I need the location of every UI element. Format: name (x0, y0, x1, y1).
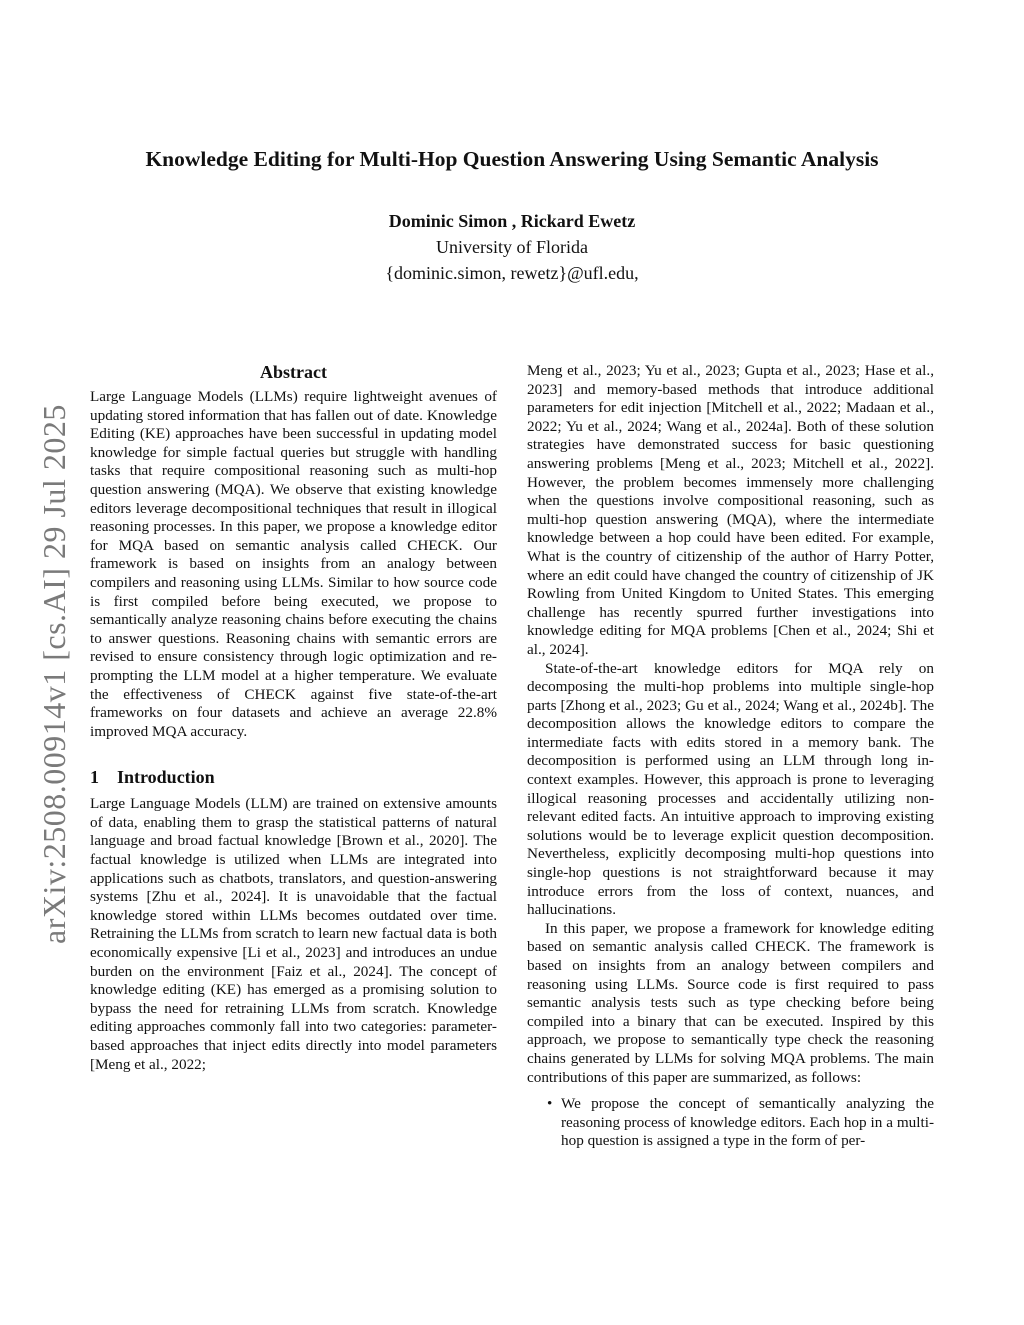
section-heading-introduction (90, 765, 497, 789)
intro-paragraph-3: In this paper, we propose a framework for knowledge editing based on semantic analysis called CHECK. The framework is based on insights from an analogy between compilers and reasoning using LLMs. Source code is first required to pass semantic analysis tests such as type checking before being compiled into a binary that can be executed. Inspired by this approach, we propose to semantically type check the reasoning chains generated by LLMs for solving MQA problems. The main contributions of this paper are summarized, as follows: (527, 919, 934, 1086)
right-column (527, 362, 934, 1151)
affiliation: University of Florida (436, 237, 588, 257)
intro-paragraph-2: State-of-the-art knowledge editors for MQA rely on decomposing the multi-hop problems into multiple single-hop parts [Zhong et al., 2023; Gu et al., 2024; Wang et al., 2024b]. The decomposition allows the knowledge editors to compare the intermediate facts with edits stored in a memory bank. The decomposition is performed using an LLM through long in-context examples. However, this approach is prone to leveraging illogical reasoning processes and accidentally utilizing non-relevant edited facts. An intuitive approach to improving existing solutions would be to leverage explicit question decomposition. Nevertheless, explicitly decomposing multi-hop questions into single-hop questions is not straightforward because it may introduce errors from the loss of context, nuances, and hallucinations. (527, 659, 934, 919)
intro-paragraph-1: Large Language Models (LLM) are trained on extensive amounts of data, enabling them to grasp the statistical patterns of natural language and broad factual knowledge [Brown et al., 2020]. The factual knowledge is utilized when LLMs are integrated into applications such as chatbots, translators, and question-answering systems [Zhu et al., 2024]. It is unavoidable that the factual knowledge stored within LLMs becomes outdated over time. Retraining the LLMs from scratch to learn new factual data is both economically expensive [Li et al., 2023] and introduces an undue burden on the environment [Faiz et al., 2024]. The concept of knowledge editing (KE) has emerged as a promising solution to bypass the need for retraining LLMs from scratch. Knowledge editing approaches commonly fall into two categories: parameter-based approaches that inject edits directly into model parameters [Meng et al., 2022; (90, 795, 497, 1073)
paper-title: Knowledge Editing for Multi-Hop Question Answering Using Semantic Analysis (145, 147, 879, 171)
section-title: Introduction (117, 767, 215, 788)
contribution-bullet-text: We propose the concept of semantically analyzing the reasoning process of knowledge editors. Each hop in a multi-hop question is assigned a type in the form of per- (561, 1095, 934, 1150)
email: {dominic.simon, rewetz}@ufl.edu, (385, 263, 639, 283)
bullet-icon: • (547, 1095, 553, 1113)
section-number: 1 (90, 767, 99, 788)
author-names: Dominic Simon , Rickard Ewetz (388, 211, 636, 231)
abstract-body: Large Language Models (LLMs) require lightweight avenues of updating stored information that has fallen out of date. Knowledge Editing (KE) approaches have been successful in updating model knowledge for simple factual queries but struggle with handling tasks that require compositional reasoning such as multi-hop question answering (MQA). We observe that existing knowledge editors leverage decompositional techniques that result in illogical reasoning processes. In this paper, we propose a knowledge editor for MQA based on semantic analysis called CHECK. Our framework is based on insights from an analogy between compilers and reasoning using LLMs. Similar to how source code is first compiled before being executed, we propose to semantically analyze reasoning chains before executing the chains to answer questions. Reasoning chains with semantic errors are revised to ensure consistency through logic optimization and re-prompting the LLM model at a higher temperature. We evaluate the effectiveness of CHECK against five state-of-the-art frameworks on four datasets and achieve an average 22.8% improved MQA accuracy. (90, 388, 497, 740)
contribution-bullet (527, 1095, 934, 1151)
left-column (90, 360, 497, 1074)
intro-paragraph-1-continued: Meng et al., 2023; Yu et al., 2023; Gupta et al., 2023; Hase et al., 2023] and memory-based methods that introduce additional parameters for edit injection [Mitchell et al., 2022; Madaan et al., 2022; Yu et al., 2024; Wang et al., 2024a]. Both of these solution strategies have demonstrated success for basic questioning answering problems [Meng et al., 2023; Mitchell et al., 2022]. However, the problem becomes immensely more challenging when the questions involve compositional reasoning, such as multi-hop question answering (MQA), where the intermediate knowledge between a hop could have been edited. For example, What is the country of citizenship of the author of Harry Potter, where an edit could have changed the country of citizenship of JK Rowling from United Kingdom to United States. This emerging challenge has recently spurred further investigations into knowledge editing for MQA problems [Chen et al., 2024; Shi et al., 2024]. (527, 362, 934, 658)
author-block (0, 208, 1024, 286)
arxiv-stamp: arXiv:2508.00914v1 [cs.AI] 29 Jul 2025 (36, 404, 72, 944)
abstract-heading: Abstract (260, 362, 327, 382)
